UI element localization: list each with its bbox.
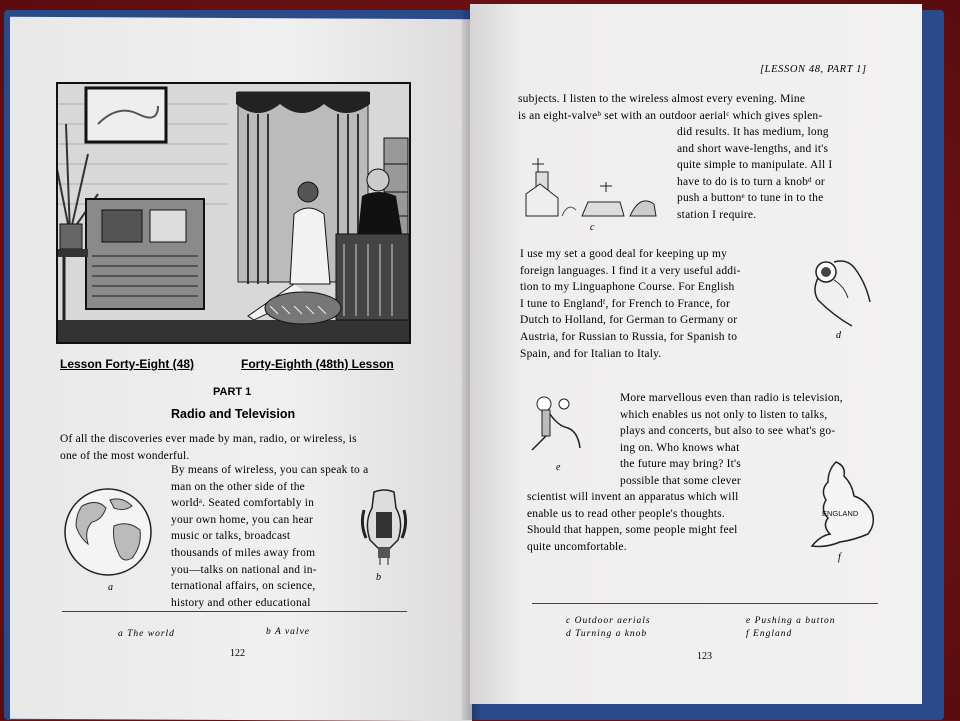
map-label-england: ENGLAND: [822, 509, 859, 518]
footnote-d: d Turning a knob: [566, 629, 648, 639]
figure-label-e: e: [556, 462, 561, 473]
radio-room-illustration: [56, 82, 411, 344]
text-line: Should that happen, some people might feel: [527, 524, 738, 537]
text-line: which enables us not only to listen to talks,: [620, 408, 828, 421]
text-line: scientist will invent an apparatus which will: [527, 491, 739, 503]
text-line: history and other educational: [171, 596, 311, 609]
lesson-title-left: Lesson Forty-Eight (48): [60, 357, 195, 371]
right-para-1-body: [677, 124, 877, 224]
lesson-title-right: Forty-Eighth (48th) Lesson: [241, 357, 394, 371]
right-para-3-bottom: [527, 489, 797, 555]
text-line: Of all the discoveries ever made by man, radio, or wireless, is: [60, 433, 357, 445]
part-heading: PART 1: [213, 386, 252, 398]
right-para-2: [520, 246, 810, 362]
england-map-icon: [806, 460, 880, 552]
figure-label-a: a: [108, 582, 113, 593]
text-line: foreign languages. I find it a very useful addi-: [520, 264, 741, 277]
page-number-left: 122: [230, 648, 245, 659]
text-line: subjects. I listen to the wireless almost every evening. Mine: [518, 93, 806, 105]
text-line: I tune to Englandᶠ, for French to France, for: [520, 297, 731, 310]
text-line: did results. It has medium, long: [677, 126, 829, 138]
text-line: worldᵃ. Seated comfortably in: [171, 497, 315, 510]
figure-label-f: f: [838, 552, 841, 563]
text-line: push a buttonᵉ to tune in to the: [677, 192, 824, 205]
text-line: I use my set a good deal for keeping up my: [520, 248, 728, 260]
text-line: you—talks on national and in-: [171, 563, 317, 576]
text-line: By means of wireless, you can speak to a: [171, 464, 369, 476]
text-line: possible that some clever: [620, 474, 741, 487]
aerial-houses-icon: [522, 158, 662, 220]
text-line: ing on. Who knows what: [620, 441, 740, 454]
text-line: have to do is to turn a knobᵈ or: [677, 175, 825, 188]
footnote-a: a The world: [118, 629, 175, 639]
text-line: man on the other side of the: [171, 480, 305, 493]
valve-icon: [360, 488, 408, 566]
footnote-divider-right: [532, 603, 878, 604]
footnote-e: e Pushing a button: [746, 616, 836, 626]
text-line: is an eight-valveᵇ set with an outdoor aerialᶜ which gives splen-: [518, 109, 823, 122]
text-line: station I require.: [677, 208, 757, 221]
hand-turning-knob-icon: [804, 256, 876, 328]
text-line: quite uncomfortable.: [527, 540, 627, 553]
text-line: and short wave-lengths, and it's: [677, 142, 829, 155]
text-line: More marvellous even than radio is television,: [620, 392, 843, 404]
text-line: tion to my Linguaphone Course. For English: [520, 281, 735, 294]
running-header: [LESSON 48, PART 1]: [760, 64, 867, 75]
radio-room-drawing: [58, 84, 409, 342]
text-line: Spain, and for Italian to Italy.: [520, 347, 662, 360]
footnote-b: b A valve: [266, 627, 310, 637]
left-text-intro: [60, 431, 415, 464]
figure-label-b: b: [376, 572, 381, 583]
text-line: thousands of miles away from: [171, 546, 316, 559]
hand-pushing-button-icon: [524, 392, 586, 458]
right-para-1-top: [518, 91, 878, 124]
page-number-right: 123: [697, 651, 712, 662]
text-line: Austria, for Russian to Russia, for Spanish to: [520, 330, 738, 343]
text-line: plays and concerts, but also to see what's go-: [620, 425, 836, 438]
text-line: ternational affairs, on science,: [171, 580, 316, 593]
figure-label-c: c: [590, 222, 595, 233]
text-line: enable us to read other people's thoughts.: [527, 507, 725, 520]
text-line: your own home, you can hear: [171, 513, 314, 526]
globe-icon: [62, 486, 154, 578]
footnote-divider-left: [62, 611, 407, 612]
figure-label-d: d: [836, 330, 841, 341]
text-line: the future may bring? It's: [620, 458, 741, 471]
footnote-f: f England: [746, 629, 793, 639]
text-line: Dutch to Holland, for German to Germany or: [520, 314, 738, 327]
text-line: quite simple to manipulate. All I: [677, 159, 833, 172]
text-line: music or talks, broadcast: [171, 530, 291, 543]
footnote-c: c Outdoor aerials: [566, 616, 651, 626]
section-title: Radio and Television: [171, 407, 296, 421]
text-line: one of the most wonderful.: [60, 449, 190, 462]
